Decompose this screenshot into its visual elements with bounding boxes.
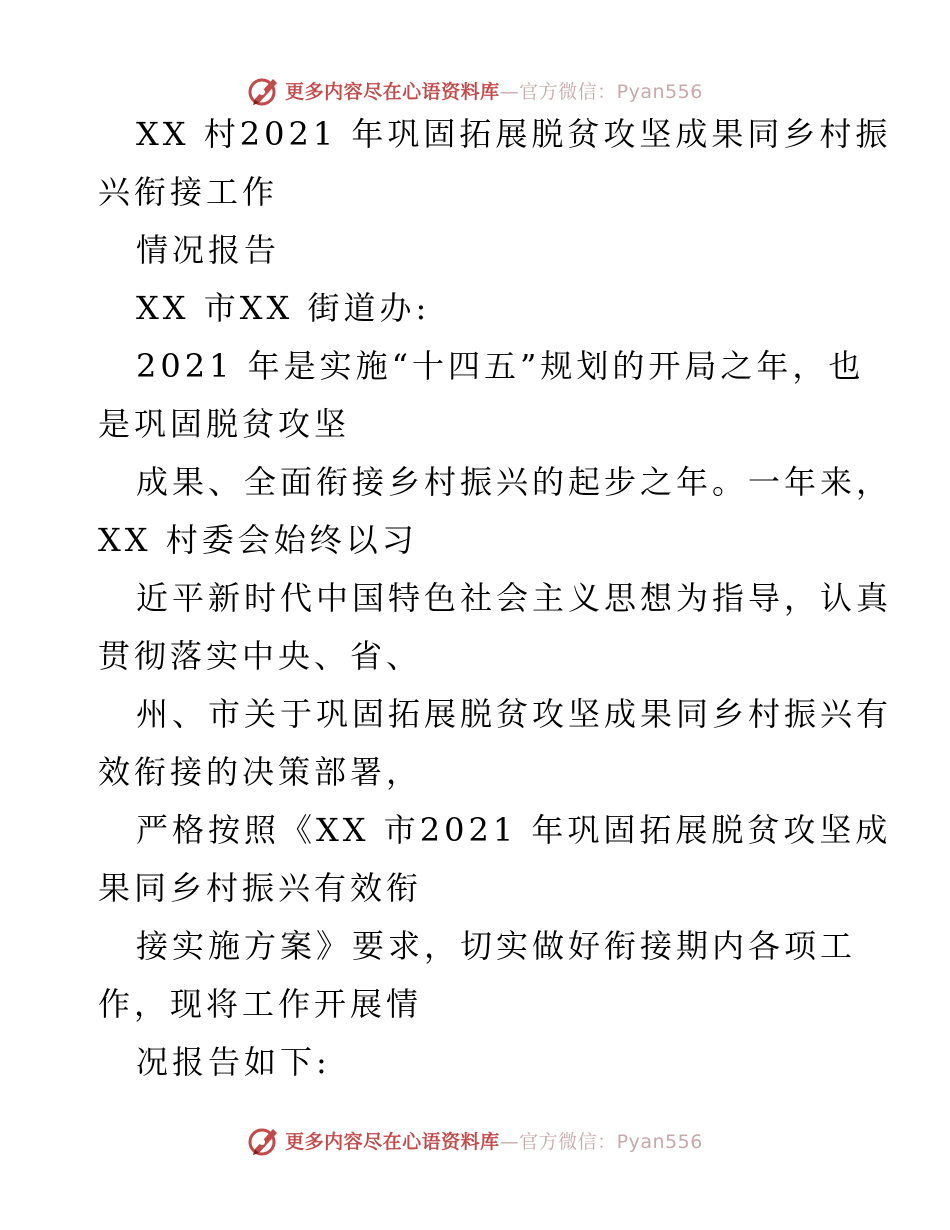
text-line: 是巩固脱贫攻坚	[98, 405, 351, 443]
text-line: 况报告如下:	[136, 1043, 331, 1081]
text-line: 接实施方案》要求，切实做好衔接期内各项工	[136, 927, 857, 965]
text-line: XX 市XX 街道办:	[136, 289, 431, 327]
text-line: 州、市关于巩固拓展脱贫攻坚成果同乡村振兴有	[136, 695, 893, 733]
text-line: 情况报告	[136, 231, 281, 269]
header-watermark	[0, 68, 950, 112]
pen-logo-icon	[247, 1123, 281, 1157]
document-body	[98, 115, 893, 1104]
watermark-text: 更多内容尽在心语资料库—官方微信：Pyan556	[285, 80, 703, 103]
watermark-text: 更多内容尽在心语资料库—官方微信：Pyan556	[285, 1130, 703, 1153]
text-line: 2021 年是实施“十四五”规划的开局之年，也	[136, 347, 865, 385]
text-line: 兴衔接工作	[98, 173, 279, 211]
text-line: 果同乡村振兴有效衔	[98, 869, 423, 907]
text-line: 近平新时代中国特色社会主义思想为指导，认真	[136, 579, 893, 617]
text-line: 效衔接的决策部署，	[98, 753, 423, 791]
pen-logo-icon	[247, 73, 281, 107]
text-line: 成果、全面衔接乡村振兴的起步之年。一年来，	[136, 463, 893, 501]
text-line: XX 村2021 年巩固拓展脱贫攻坚成果同乡村振	[136, 115, 892, 153]
text-line: 作，现将工作开展情	[98, 985, 423, 1023]
text-line: 贯彻落实中央、省、	[98, 637, 423, 675]
text-line: XX 村委会始终以习	[98, 521, 418, 559]
footer-watermark	[0, 1118, 950, 1162]
text-line: 严格按照《XX 市2021 年巩固拓展脱贫攻坚成	[136, 811, 892, 849]
